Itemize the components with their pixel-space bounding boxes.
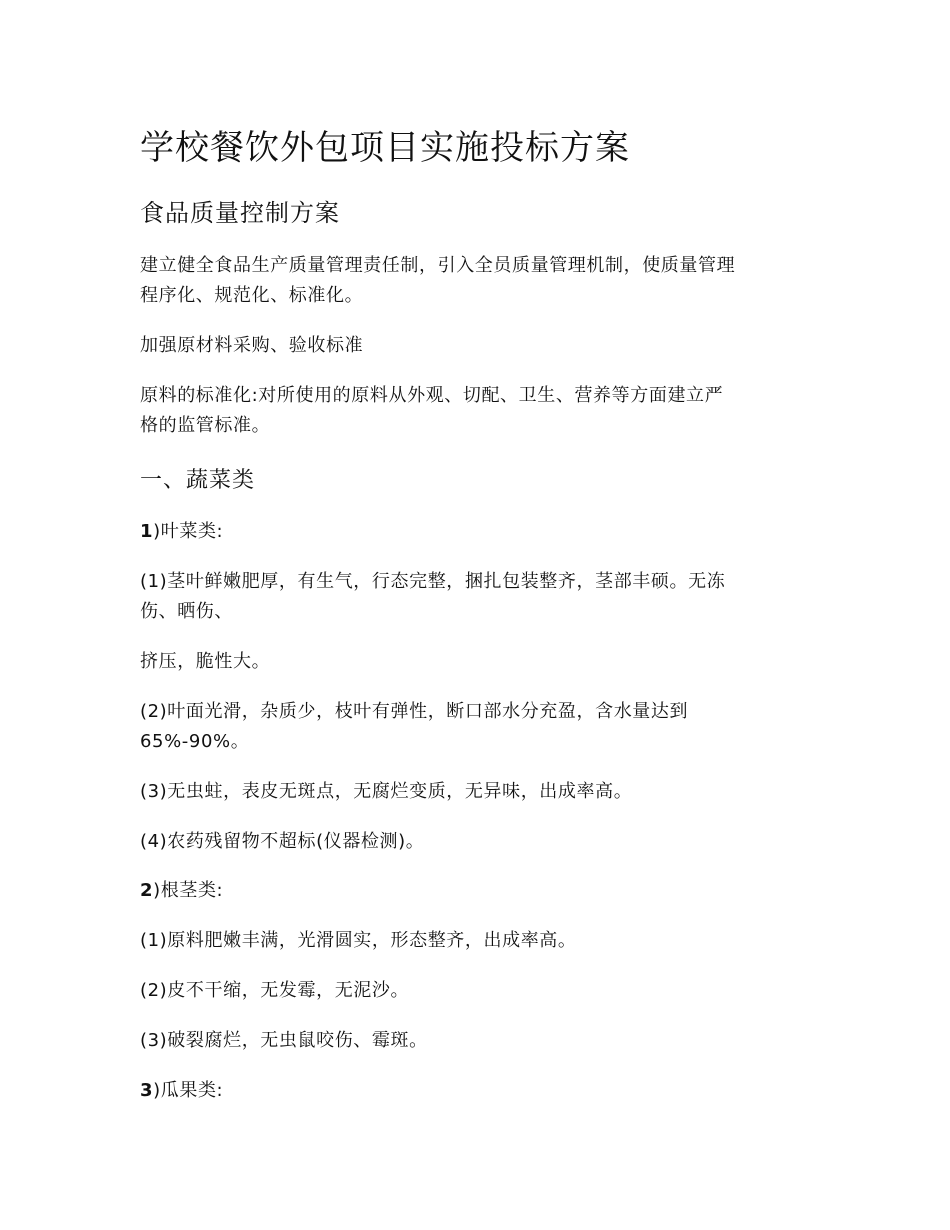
- leafy-item-4: (4)农药残留物不超标(仪器检测)。: [140, 831, 425, 852]
- standardization-line-1: 原料的标准化:对所使用的原料从外观、切配、卫生、营养等方面建立严: [140, 385, 724, 406]
- root-item-1: (1)原料肥嫩丰满，光滑圆实，形态整齐，出成率高。: [140, 930, 577, 951]
- standardization-line-2: 格的监管标准。: [140, 415, 271, 436]
- leafy-item-1-line-1: (1)茎叶鲜嫩肥厚，有生气，行态完整，捆扎包装整齐，茎部丰硕。无冻: [140, 571, 726, 592]
- leafy-item-1-line-2: 伤、晒伤、: [140, 601, 233, 622]
- intro-paragraph-line-2: 程序化、规范化、标准化。: [140, 285, 364, 306]
- section-title: 食品质量控制方案: [140, 199, 340, 227]
- leafy-item-2-line-2: 65%-90%。: [140, 731, 250, 752]
- leafy-item-2-line-1: (2)叶面光滑，杂质少，枝叶有弹性，断口部水分充盈，含水量达到: [140, 701, 689, 722]
- document-title: 学校餐饮外包项目实施投标方案: [140, 128, 630, 168]
- subheading-number: 2: [140, 880, 154, 901]
- purchase-standard-line: 加强原材料采购、验收标准: [140, 335, 364, 356]
- intro-paragraph-line-1: 建立健全食品生产质量管理责任制，引入全员质量管理机制，使质量管理: [140, 255, 736, 276]
- root-item-3: (3)破裂腐烂，无虫鼠咬伤、霉斑。: [140, 1030, 428, 1051]
- root-item-2: (2)皮不干缩，无发霉，无泥沙。: [140, 980, 410, 1001]
- category-heading-vegetables: 一、蔬菜类: [140, 468, 256, 493]
- subheading-label: )根茎类:: [153, 880, 224, 901]
- leafy-item-1-line-3: 挤压，脆性大。: [140, 651, 271, 672]
- subheading-root: [140, 876, 223, 906]
- subheading-number: 3: [140, 1080, 154, 1101]
- subheading-leafy: [140, 517, 223, 547]
- subheading-number: 1: [140, 521, 154, 542]
- subheading-melon-fruit: [140, 1076, 223, 1106]
- subheading-label: )叶菜类:: [153, 521, 224, 542]
- subheading-label: )瓜果类:: [153, 1080, 224, 1101]
- leafy-item-3: (3)无虫蛀，表皮无斑点，无腐烂变质，无异味，出成率高。: [140, 781, 633, 802]
